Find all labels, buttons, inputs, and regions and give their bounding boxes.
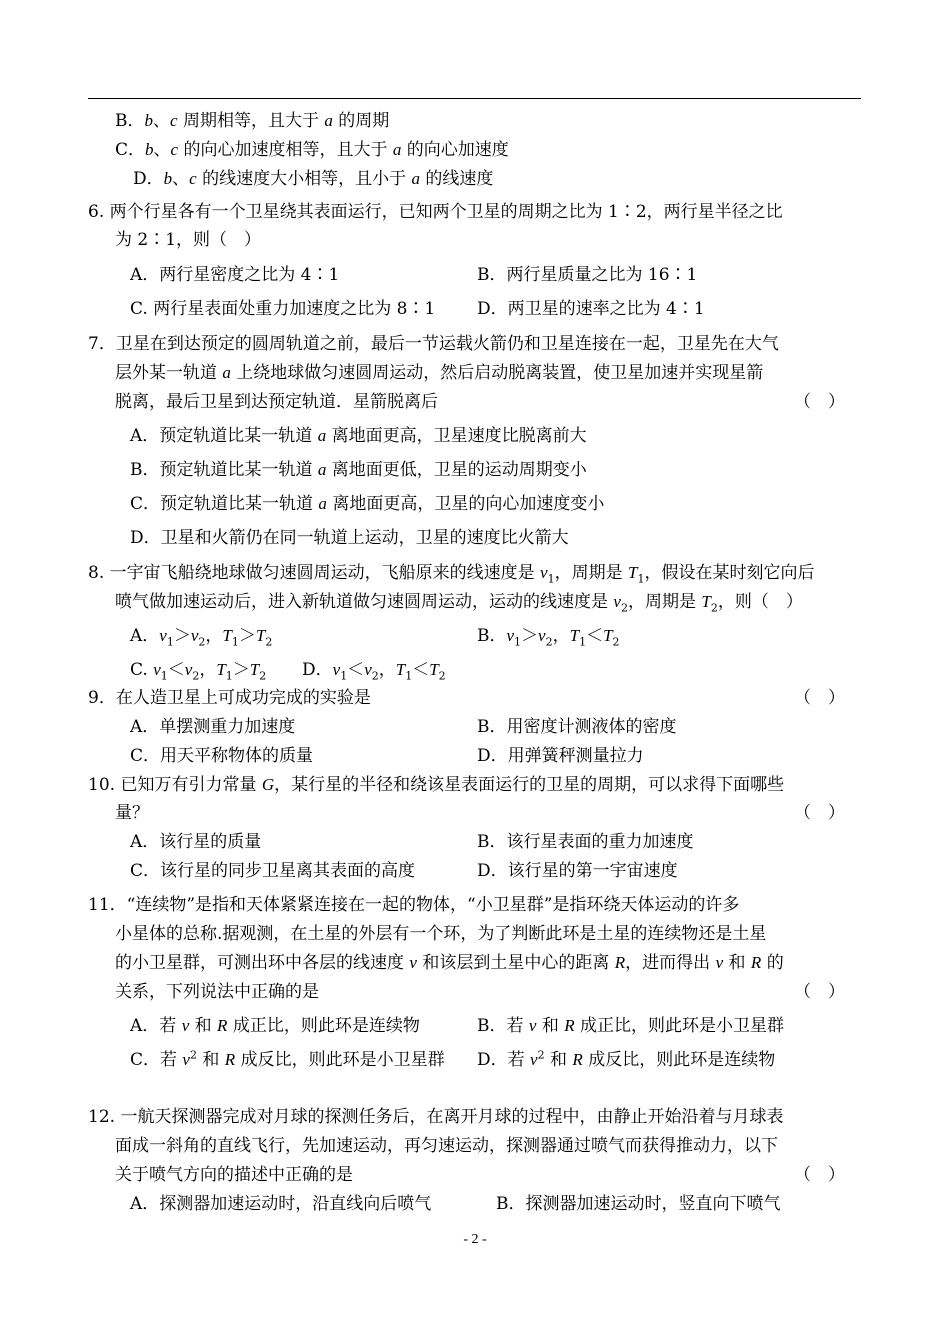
q6-option-d: D．两卫星的速率之比为 4∶1	[477, 299, 705, 319]
q11-stem-line2: 小星体的总称.据观测，在土星的外层有一个环，为了判断此环是土星的连续物还是土星	[115, 924, 767, 944]
q5-option-c: C．b、c 的向心加速度相等，且大于 a 的向心加速度	[115, 140, 509, 160]
q12-option-b: B．探测器加速运动时，竖直向下喷气	[496, 1194, 781, 1214]
q7-option-d: D．卫星和火箭仍在同一轨道上运动，卫星的速度比火箭大	[130, 528, 569, 548]
q11-stem-line1: 11．“连续物”是指和天体紧紧连接在一起的物体，“小卫星群”是指环绕天体运动的许多	[88, 895, 740, 915]
q7-stem-line3: 脱离，最后卫星到达预定轨道．星箭脱离后	[115, 392, 438, 412]
header-rule	[88, 98, 861, 99]
q6-option-b: B．两行星质量之比为 16∶1	[477, 265, 698, 285]
q7-option-a: A．预定轨道比某一轨道 a 离地面更高，卫星速度比脱离前大	[130, 426, 587, 446]
q5-option-d: D．b、c 的线速度大小相等，且小于 a 的线速度	[133, 169, 494, 189]
q8-stem-line2: 喷气做加速运动后，进入新轨道做匀速圆周运动，运动的线速度是 $v_2$，周期是 $T_2$，则（ ）	[115, 592, 803, 615]
q10-option-b: B．该行星表面的重力加速度	[477, 832, 694, 852]
q6-option-a: A．两行星密度之比为 4∶1	[130, 265, 340, 285]
q12-answer-paren: （ ）	[794, 1165, 845, 1185]
q12-stem-line1: 12. 一航天探测器完成对月球的探测任务后，在离开月球的过程中，由静止开始沿着与月球表	[88, 1107, 784, 1127]
q6-stem-line2: 为 2∶1，则（ ）	[115, 230, 262, 250]
q7-stem-line1: 7．卫星在到达预定的圆周轨道之前，最后一节运载火箭仍和卫星连接在一起，卫星先在大气	[88, 334, 779, 354]
q7-option-b: B．预定轨道比某一轨道 a 离地面更低，卫星的运动周期变小	[130, 460, 587, 480]
q8-stem-line1: 8. 一宇宙飞船绕地球做匀速圆周运动，飞船原来的线速度是 $v_1$，周期是 $T_1$，假设在某时刻它向后	[88, 563, 815, 586]
q9-answer-paren: （ ）	[794, 688, 845, 708]
q11-option-b: B．若 v 和 R 成正比，则此环是小卫星群	[477, 1016, 785, 1036]
q7-stem-line2: 层外某一轨道 a 上绕地球做匀速圆周运动，然后启动脱离装置，使卫星加速并实现星箭	[115, 363, 764, 383]
q8-option-c: C. $v_1<v_2$，$T_1>T_2$	[130, 660, 267, 683]
q10-stem-line1: 10. 已知万有引力常量 G，某行星的半径和绕该星表面运行的卫星的周期，可以求得下面哪些	[88, 775, 785, 795]
q10-option-d: D．该行星的第一宇宙速度	[477, 861, 678, 881]
q10-answer-paren: （ ）	[794, 803, 845, 823]
q9-option-a: A．单摆测重力加速度	[130, 717, 296, 737]
q11-answer-paren: （ ）	[794, 982, 845, 1002]
q9-option-b: B．用密度计测液体的密度	[477, 717, 677, 737]
q11-option-c: C．若 $v^2$ 和 R 成反比，则此环是小卫星群	[130, 1048, 445, 1070]
q8-option-b: B．$v_1>v_2$，$T_1<T_2$	[477, 626, 620, 649]
q9-option-d: D．用弹簧秤测量拉力	[477, 746, 644, 766]
q11-option-a: A．若 v 和 R 成正比，则此环是连续物	[130, 1016, 420, 1036]
q11-stem-line3: 的小卫星群，可测出环中各层的线速度 v 和该层到土星中心的距离 R，进而得出 v 和 R 的	[115, 953, 784, 973]
page-number: - 2 -	[463, 1232, 487, 1247]
q8-option-a: A．$v_1>v_2$，$T_1>T_2$	[130, 626, 273, 649]
q12-stem-line2: 面成一斜角的直线飞行，先加速运动，再匀速运动，探测器通过喷气而获得推动力，以下	[115, 1136, 778, 1156]
q7-answer-paren: （ ）	[794, 392, 845, 412]
q5-option-b: B．b、c 周期相等，且大于 a 的周期	[115, 111, 390, 131]
q10-stem-line2: 量？	[115, 803, 149, 823]
q9-stem: 9．在人造卫星上可成功完成的实验是	[88, 688, 371, 708]
q6-option-c: C. 两行星表面处重力加速度之比为 8∶1	[130, 299, 436, 319]
q11-option-d: D．若 $v^2$ 和 R 成反比，则此环是连续物	[477, 1048, 776, 1070]
q12-option-a: A．探测器加速运动时，沿直线向后喷气	[130, 1194, 432, 1214]
q8-option-d: D．$v_1<v_2$，$T_1<T_2$	[302, 660, 446, 683]
q10-option-c: C．该行星的同步卫星离其表面的高度	[130, 861, 416, 881]
q10-option-a: A．该行星的质量	[130, 832, 262, 852]
q7-option-c: C．预定轨道比某一轨道 a 离地面更高，卫星的向心加速度变小	[130, 494, 605, 514]
q12-stem-line3: 关于喷气方向的描述中正确的是	[115, 1165, 353, 1185]
q11-stem-line4: 关系，下列说法中正确的是	[115, 982, 319, 1002]
q6-stem-line1: 6. 两个行星各有一个卫星绕其表面运行，已知两个卫星的周期之比为 1∶2，两行星半径之比	[88, 202, 783, 222]
q9-option-c: C．用天平称物体的质量	[130, 746, 314, 766]
